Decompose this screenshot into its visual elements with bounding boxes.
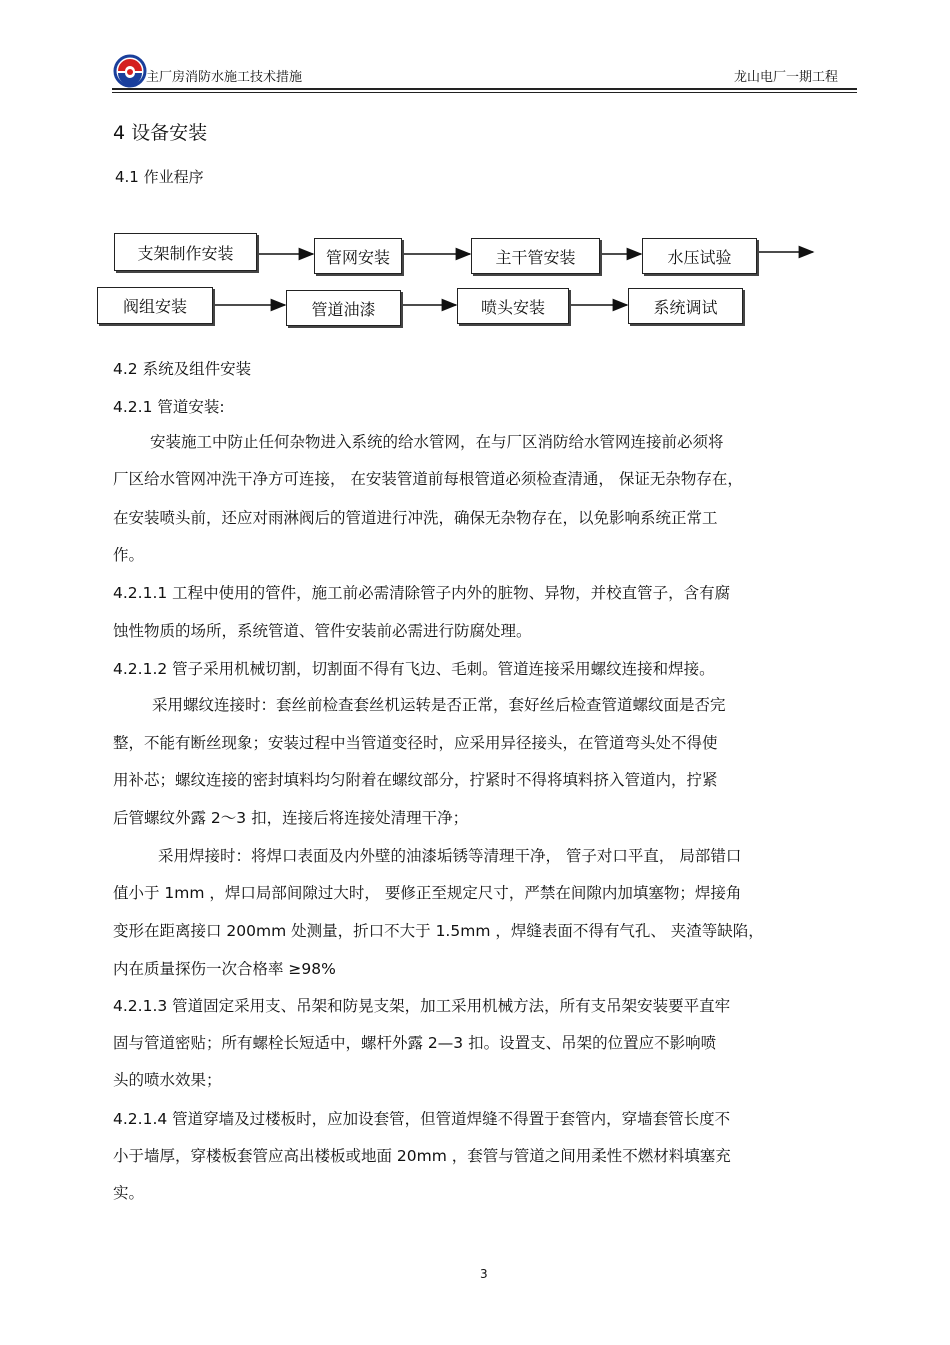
flow-step-system-commissioning: 系统调试 <box>628 288 743 324</box>
section-heading: 4 设备安装 <box>113 122 208 144</box>
paragraph-line: 头的喷水效果； <box>113 1071 222 1089</box>
paragraph-line: 4.2.1.2 管子采用机械切割，切割面不得有飞边、毛刺。管道连接采用螺纹连接和焊接。 <box>113 660 715 678</box>
header-document-title: 主厂房消防水施工技术措施 <box>146 70 303 85</box>
page-number: 3 <box>480 1267 488 1281</box>
paragraph-line: 变形在距离接口 200mm 处测量，折口不大于 1.5mm ，焊缝表面不得有气孔、 夹渣等缺陷， <box>113 922 764 940</box>
subsection-heading: 4.1 作业程序 <box>115 168 204 186</box>
paragraph-line: 整，不能有断丝现象；安装过程中当管道变径时，应采用异径接头，在管道弯头处不得使 <box>113 734 718 752</box>
flow-step-sprinkler-install: 喷头安装 <box>457 288 569 324</box>
paragraph-line: 值小于 1mm ，焊口局部间隙过大时， 要修正至规定尺寸，严禁在间隙内加填塞物；焊接角 <box>113 884 742 902</box>
company-logo <box>113 54 147 88</box>
flow-step-bracket-fabrication: 支架制作安装 <box>114 233 257 271</box>
paragraph-line: 采用螺纹连接时：套丝前检查套丝机运转是否正常，套好丝后检查管道螺纹面是否完 <box>152 696 726 714</box>
flow-step-main-pipe: 主干管安装 <box>471 238 600 274</box>
header-project-title: 龙山电厂一期工程 <box>734 70 839 85</box>
paragraph-line: 内在质量探伤一次合格率 ≥98% <box>113 960 336 978</box>
flow-step-pipe-painting: 管道油漆 <box>286 290 401 326</box>
flow-step-pipe-network: 管网安装 <box>314 238 402 274</box>
paragraph-line: 采用焊接时：将焊口表面及内外壁的油漆垢锈等清理干净， 管子对口平直， 局部错口 <box>158 847 742 865</box>
paragraph-line: 后管螺纹外露 2～3 扣，连接后将连接处清理干净； <box>113 809 469 827</box>
paragraph-line: 在安装喷头前，还应对雨淋阀后的管道进行冲洗，确保无杂物存在，以免影响系统正常工 <box>113 509 718 527</box>
flow-step-valve-assembly: 阀组安装 <box>97 287 213 324</box>
flow-step-pressure-test: 水压试验 <box>642 238 757 274</box>
paragraph-line: 蚀性物质的场所，系统管道、管件安装前必需进行防腐处理。 <box>113 622 532 640</box>
heading-4-2-1: 4.2.1 管道安装: <box>113 398 225 416</box>
paragraph-line: 实。 <box>113 1184 145 1202</box>
header-rule-thin <box>112 92 857 93</box>
paragraph-line: 4.2.1.3 管道固定采用支、吊架和防晃支架，加工采用机械方法，所有支吊架安装要平直牢 <box>113 997 731 1015</box>
paragraph-line: 作。 <box>113 546 145 564</box>
paragraph-line: 安装施工中防止任何杂物进入系统的给水管网，在与厂区消防给水管网连接前必须将 <box>150 433 724 451</box>
paragraph-line: 小于墙厚，穿楼板套管应高出楼板或地面 20mm ，套管与管道之间用柔性不燃材料填塞充 <box>113 1147 731 1165</box>
heading-4-2: 4.2 系统及组件安装 <box>113 360 252 378</box>
paragraph-line: 4.2.1.4 管道穿墙及过楼板时，应加设套管，但管道焊缝不得置于套管内，穿墙套管长度不 <box>113 1110 731 1128</box>
paragraph-line: 4.2.1.1 工程中使用的管件，施工前必需清除管子内外的脏物、异物，并校直管子，含有腐 <box>113 584 731 602</box>
paragraph-line: 用补芯；螺纹连接的密封填料均匀附着在螺纹部分，拧紧时不得将填料挤入管道内，拧紧 <box>113 771 718 789</box>
paragraph-line: 厂区给水管网冲洗干净方可连接， 在安装管道前每根管道必须检查清通， 保证无杂物存在， <box>113 470 743 488</box>
paragraph-line: 固与管道密贴；所有螺栓长短适中，螺杆外露 2—3 扣。设置支、吊架的位置应不影响喷 <box>113 1034 717 1052</box>
header-rule <box>112 88 857 90</box>
